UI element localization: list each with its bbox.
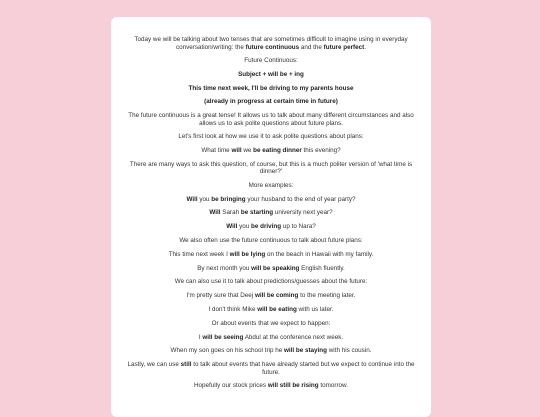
example-question-3 [125, 209, 417, 217]
lastly-text: Lastly, we can use [127, 361, 181, 369]
future-plans-intro: We also often use the future continuous to talk about future plans: [179, 236, 363, 244]
q3-text-2: university next year? [273, 209, 333, 217]
s5-text-2: Abdul at the conference next week. [243, 333, 344, 341]
s7-text-2: tomorrow. [318, 382, 348, 390]
q2-text: you [197, 195, 212, 203]
formula [125, 71, 417, 79]
q2-bold-will: Will [186, 195, 198, 203]
more-examples-heading: More examples: [248, 181, 294, 189]
s6-bold: will be staying [283, 347, 327, 355]
example-sentence-4 [125, 306, 417, 314]
q1-text: What time [201, 146, 232, 154]
s5-text: I [198, 333, 203, 341]
example-sentence-6 [125, 347, 417, 355]
example-sentence-7 [125, 382, 417, 390]
intro-text-end: . [364, 43, 367, 51]
s2-text-2: English fluently. [299, 264, 345, 272]
q4-text-2: up to Nara? [281, 223, 316, 231]
s4-text-2: with us later. [296, 305, 334, 313]
article-body [111, 17, 431, 390]
q3-text: Sarah [220, 209, 241, 217]
s2-bold: will be speaking [251, 264, 300, 272]
s7-bold: will still be rising [267, 382, 319, 390]
intro-text-and: and the [299, 43, 324, 51]
article-card [111, 17, 431, 417]
q3-bold-will: Will [209, 209, 221, 217]
s4-bold: will be eating [257, 305, 297, 313]
q4-bold-verb: be driving [251, 223, 282, 231]
q2-bold-verb: be bringing [211, 195, 246, 203]
example-question-4 [125, 223, 417, 231]
s3-text-2: to the meeting later. [298, 292, 356, 300]
q3-bold-verb: be starting [240, 209, 274, 217]
events-intro: Or about events that we expect to happen: [211, 319, 331, 327]
s6-text-2: with his cousin. [327, 347, 372, 355]
q1-bold-verb: be eating dinner [253, 146, 302, 154]
intro-paragraph [125, 36, 417, 51]
example-sentence-2 [125, 265, 417, 273]
polite-questions-intro: Let's first look at how we use it to ask polite questions about plans: [178, 133, 364, 141]
q1-text-2: we [241, 146, 254, 154]
s1-bold: will be lying [229, 250, 266, 258]
great-tense-paragraph: The future continuous is a great tense! It allows us to talk about many different circumstances and also allows us to ask polite questions about future plans. [128, 112, 414, 127]
formula-text: Subject + will be + ing [238, 70, 304, 78]
main-example-text: This time next week, I'll be driving to my parents house [188, 84, 354, 92]
s1-text: This time next week I [168, 250, 230, 258]
s4-text: I don't think Mike [208, 305, 258, 313]
q1-text-3: this evening? [301, 146, 341, 154]
s1-text-2: on the beach in Hawaii with my family. [265, 250, 374, 258]
s7-text: Hopefully our stock prices [193, 382, 268, 390]
example-sentence-5 [125, 334, 417, 342]
s2-text: By next month you [197, 264, 252, 272]
many-ways-paragraph: There are many ways to ask this question, of course, but this is a much politer version of 'what time is dinner?' [129, 160, 413, 176]
q2-text-2: your husband to the end of year party? [245, 195, 356, 203]
s3-text: I'm pretty sure that Deej [186, 292, 255, 300]
example-question-1 [125, 147, 417, 155]
q4-text: you [237, 223, 252, 231]
s5-bold: will be seeing [202, 333, 244, 341]
s3-bold: will be coming [254, 292, 299, 300]
intro-text: Today we will be talking about two tenses that are sometimes difficult to imagine using in everyday conversation/writing: the [134, 36, 408, 51]
lastly-text-2: to talk about events that have already started but we expect to continue into the future. [191, 361, 415, 376]
future-perfect-term: future perfect [323, 43, 365, 51]
section-heading-future-continuous: Future Continuous: [244, 57, 298, 64]
s6-text: When my son goes on his school trip he [170, 347, 284, 355]
main-example [125, 85, 417, 93]
q4-bold-will: Will [226, 223, 238, 231]
example-sentence-3 [125, 292, 417, 300]
example-sentence-1 [125, 251, 417, 259]
example-question-2 [125, 196, 417, 204]
main-example-note [125, 98, 417, 106]
future-continuous-term: future continuous [245, 43, 300, 51]
main-example-note-text: (already in progress at certain time in future) [204, 98, 338, 106]
lastly-paragraph [125, 361, 417, 376]
lastly-bold-still: still [180, 361, 192, 369]
predictions-intro: We can also use it to talk about predictions/guesses about the future: [174, 278, 368, 286]
q1-bold-will: will [231, 146, 242, 154]
